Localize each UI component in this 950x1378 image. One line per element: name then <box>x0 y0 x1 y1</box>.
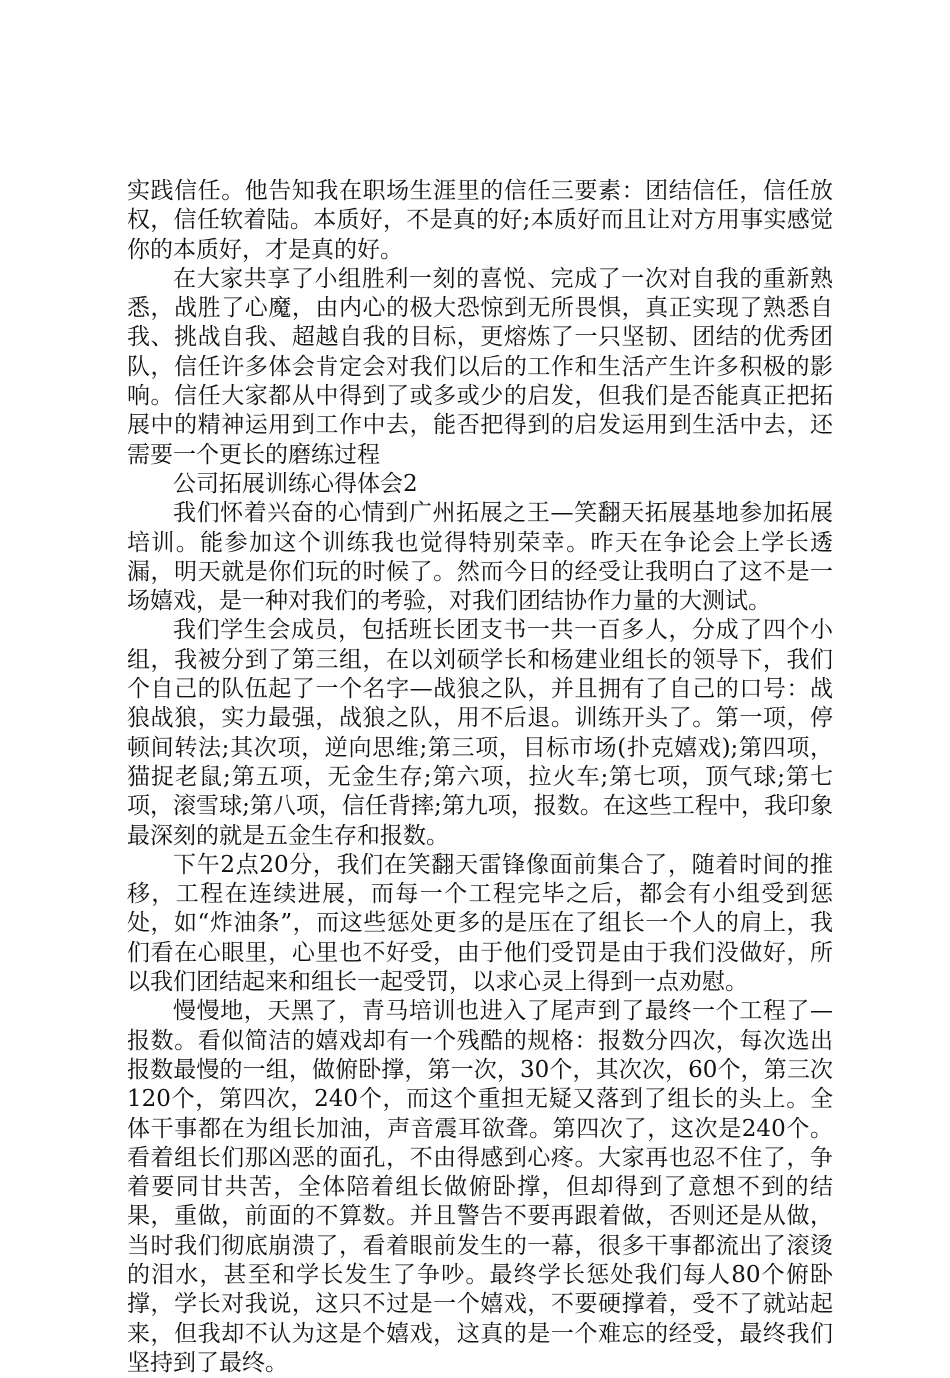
paragraph-activities: 我们学生会成员，包括班长团支书一共一百多人，分成了四个小组，我被分到了第三组，在以刘硕学长和杨建业组长的领导下，我们个自己的队伍起了一个名字—战狼之队，并且拥有了自己的口号：战狼战狼，实力最强，战狼之队，用不后退。训练开头了。第一项，停顿间转法;其次项，逆向思维;第三项，目标市场(扑克嬉戏);第四项，猫捉老鼠;第五项，无金生存;第六项，拉火车;第七项，顶气球;第七项，滚雪球;第八项，信任背摔;第九项，报数。在这些工程中，我印象最深刻的就是五金生存和报数。 <box>127 617 833 849</box>
document-page <box>127 177 833 1378</box>
paragraph-team-trust: 在大家共享了小组胜利一刻的喜悦、完成了一次对自我的重新熟悉，战胜了心魔，由内心的极大恐惊到无所畏惧，真正实现了熟悉自我、挑战自我、超越自我的目标，更熔炼了一只坚韧、团结的优秀团队，信任许多体会肯定会对我们以后的工作和生活产生许多积极的影响。信任大家都从中得到了或多或少的启发，但我们是否能真正把拓展中的精神运用到工作中去，能否把得到的启发运用到生活中去，还需要一个更长的磨练过程 <box>127 265 833 468</box>
paragraph-afternoon: 下午2点20分，我们在笑翻天雷锋像面前集合了，随着时间的推移，工程在连续进展，而每一个工程完毕之后，都会有小组受到惩处，如“炸油条”，而这些惩处更多的是压在了组长一个人的肩上，我们看在心眼里，心里也不好受，由于他们受罚是由于我们没做好，所以我们团结起来和组长一起受罚，以求心灵上得到一点劝慰。 <box>127 851 833 996</box>
paragraph-continuation: 实践信任。他告知我在职场生涯里的信任三要素：团结信任，信任放权，信任软着陆。本质好，不是真的好;本质好而且让对方用事实感觉你的本质好，才是真的好。 <box>127 178 833 263</box>
paragraph-intro: 我们怀着兴奋的心情到广州拓展之王—笑翻天拓展基地参加拓展培训。能参加这个训练我也觉得特别荣幸。昨天在争论会上学长透漏，明天就是你们玩的时候了。然而今日的经受让我明白了这不是一场嬉戏，是一种对我们的考验，对我们团结协作力量的大测试。 <box>127 500 833 615</box>
section-heading: 公司拓展训练心得体会2 <box>173 470 418 497</box>
paragraph-count-off: 慢慢地，天黑了，青马培训也进入了尾声到了最终一个工程了—报数。看似简洁的嬉戏却有一个残酷的规格：报数分四次，每次选出报数最慢的一组，做俯卧撑，第一次，30个，其次次，60个，第三次120个，第四次，240个，而这个重担无疑又落到了组长的头上。全体干事都在为组长加油，声音震耳欲聋。第四次了，这次是240个。看着组长们那凶恶的面孔，不由得感到心疼。大家再也忍不住了，争着要同甘共苦，全体陪着组长做俯卧撑，但却得到了意想不到的结果，重做，前面的不算数。并且警告不要再跟着做，否则还是从做，当时我们彻底崩溃了，看着眼前发生的一幕，很多干事都流出了滚烫的泪水，甚至和学长发生了争吵。最终学长惩处我们每人80个俯卧撑，学长对我说，这只不过是一个嬉戏，不要硬撑着，受不了就站起来，但我却不认为这是个嬉戏，这真的是一个难忘的经受，最终我们坚持到了最终。 <box>127 998 833 1376</box>
